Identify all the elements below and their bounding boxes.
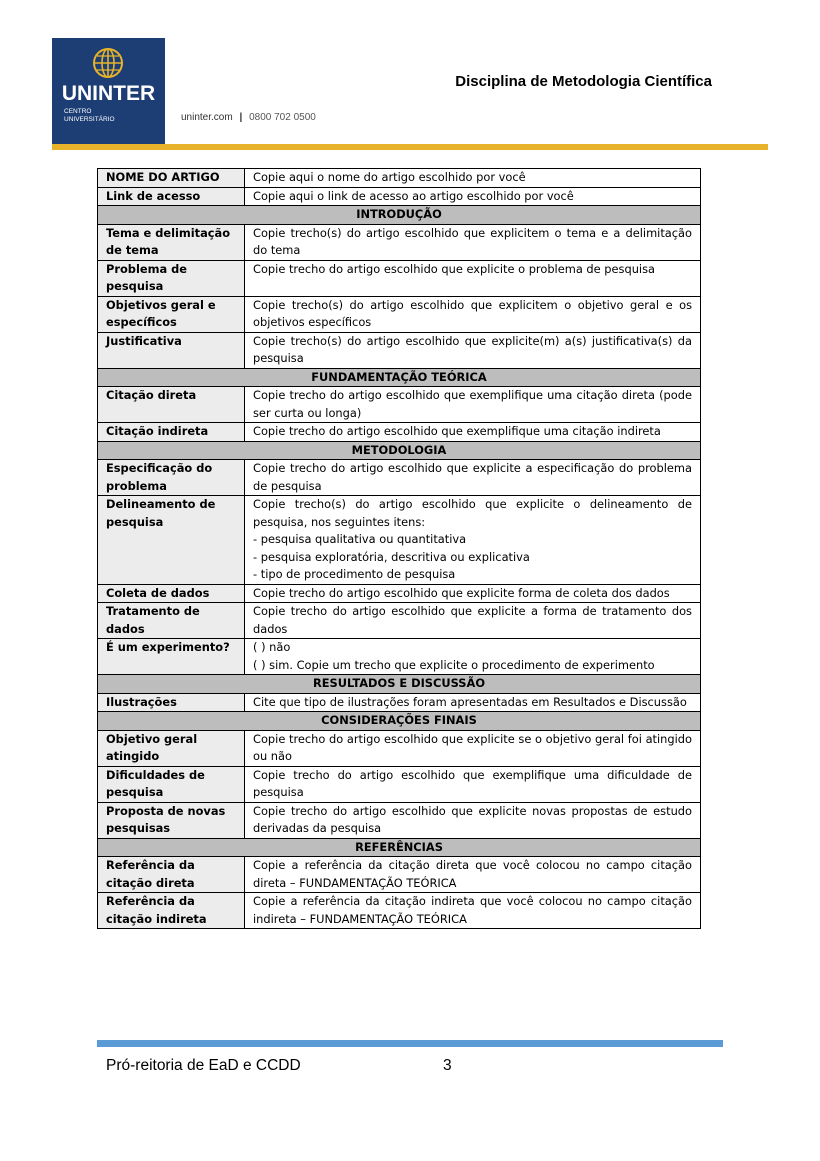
field-value[interactable]	[245, 296, 701, 332]
field-value[interactable]	[245, 332, 701, 368]
field-label: Ilustrações	[98, 693, 245, 712]
field-label: Delineamento de pesquisa	[98, 496, 245, 585]
section-header-row	[98, 441, 701, 460]
footer-text: Pró-reitoria de EaD e CCDD	[106, 1057, 301, 1074]
header-contact	[181, 112, 316, 123]
section-header: METODOLOGIA	[98, 441, 701, 460]
section-header-row	[98, 368, 701, 387]
field-value-text: Copie a referência da citação indireta que você colocou no campo citação indireta – FUNDAMENTAÇÃO TEÓRICA	[253, 894, 692, 926]
field-value[interactable]	[245, 730, 701, 766]
table-row	[98, 730, 701, 766]
table-row	[98, 584, 701, 603]
field-label: Tema e delimitação de tema	[98, 224, 245, 260]
field-value-text: Copie a referência da citação direta que você colocou no campo citação direta – FUNDAMENTAÇÃO TEÓRICA	[253, 858, 692, 890]
table-row	[98, 387, 701, 423]
table-row	[98, 603, 701, 639]
table-row	[98, 639, 701, 675]
field-label: Citação indireta	[98, 423, 245, 442]
field-value[interactable]	[245, 603, 701, 639]
field-value-text: Copie trecho(s) do artigo escolhido que explicitem o tema e a delimitação do tema	[253, 225, 692, 257]
uninter-logo	[52, 38, 165, 144]
table-row	[98, 169, 701, 188]
table-row	[98, 260, 701, 296]
field-value-text: Copie trecho do artigo escolhido que exemplifique uma citação indireta	[253, 424, 661, 438]
table-row	[98, 460, 701, 496]
section-header-row	[98, 838, 701, 857]
globe-icon	[91, 46, 125, 80]
table-row	[98, 857, 701, 893]
field-value[interactable]	[245, 496, 701, 585]
list-item: - pesquisa exploratória, descritiva ou explicativa	[253, 549, 530, 564]
footer-divider	[97, 1040, 723, 1047]
field-value[interactable]	[245, 187, 701, 206]
field-value[interactable]	[245, 893, 701, 929]
checkbox-option[interactable]: ( ) sim. Copie um trecho que explicite o procedimento de experimento	[253, 657, 655, 672]
field-value-text: Cite que tipo de ilustrações foram apresentadas em Resultados e Discussão	[253, 694, 687, 709]
field-label: Objetivos geral e específicos	[98, 296, 245, 332]
field-label: Coleta de dados	[98, 584, 245, 603]
table-row	[98, 332, 701, 368]
logo-subtitle	[64, 108, 115, 123]
site-link[interactable]: uninter.com	[181, 112, 233, 123]
list-item: - pesquisa qualitativa ou quantitativa	[253, 532, 467, 546]
section-header: INTRODUÇÃO	[98, 206, 701, 225]
field-label: Referência da citação indireta	[98, 893, 245, 929]
field-label: Link de acesso	[98, 187, 245, 206]
field-value[interactable]	[245, 224, 701, 260]
table-row	[98, 766, 701, 802]
field-label: Problema de pesquisa	[98, 260, 245, 296]
section-header-row	[98, 206, 701, 225]
section-header-row	[98, 675, 701, 694]
checkbox-option[interactable]: ( ) não	[253, 640, 291, 654]
table-row	[98, 423, 701, 442]
logo-brand-text: UNINTER	[61, 82, 156, 105]
section-header: REFERÊNCIAS	[98, 838, 701, 857]
section-header-row	[98, 712, 701, 731]
field-value[interactable]	[245, 766, 701, 802]
field-value-text: Copie trecho do artigo escolhido que exemplifique uma dificuldade de pesquisa	[253, 767, 692, 799]
header-divider	[52, 144, 768, 150]
discipline-title: Disciplina de Metodologia Científica	[455, 73, 712, 90]
section-header: FUNDAMENTAÇÃO TEÓRICA	[98, 368, 701, 387]
contact-separator: |	[239, 112, 243, 123]
field-value[interactable]	[245, 423, 701, 442]
section-header: CONSIDERAÇÕES FINAIS	[98, 712, 701, 731]
field-label: Justificativa	[98, 332, 245, 368]
field-value-text: Copie trecho do artigo escolhido que explicite se o objetivo geral foi atingido ou não	[253, 731, 692, 763]
table-row	[98, 296, 701, 332]
field-value-text: Copie trecho do artigo escolhido que explicite novas propostas de estudo derivadas da pesquisa	[253, 803, 692, 835]
field-value-text: Copie trecho do artigo escolhido que explicite forma de coleta dos dados	[253, 585, 670, 600]
table-row	[98, 893, 701, 929]
list-item: - tipo de procedimento de pesquisa	[253, 567, 456, 581]
field-value-text: Copie trecho do artigo escolhido que explicite a especificação do problema de pesquisa	[253, 461, 692, 493]
field-label: Referência da citação direta	[98, 857, 245, 893]
field-value[interactable]	[245, 639, 701, 675]
field-label: Especificação do problema	[98, 460, 245, 496]
field-value-text: Copie trecho(s) do artigo escolhido que explicite o delineamento de pesquisa, nos seguintes itens:	[253, 497, 692, 529]
field-value[interactable]	[245, 260, 701, 296]
field-value[interactable]	[245, 460, 701, 496]
table-row	[98, 802, 701, 838]
table-row	[98, 496, 701, 585]
field-value-text: Copie trecho(s) do artigo escolhido que explicitem o objetivo geral e os objetivos específicos	[253, 297, 692, 329]
table-row	[98, 224, 701, 260]
field-value-text: Copie aqui o nome do artigo escolhido por você	[253, 170, 526, 184]
field-value[interactable]	[245, 169, 701, 188]
field-label: Tratamento de dados	[98, 603, 245, 639]
field-value[interactable]	[245, 802, 701, 838]
field-label: É um experimento?	[98, 639, 245, 675]
field-label: Objetivo geral atingido	[98, 730, 245, 766]
logo-sub-line: UNIVERSITÁRIO	[64, 115, 115, 123]
table-row	[98, 693, 701, 712]
field-value-text: Copie trecho do artigo escolhido que exemplifique uma citação direta (pode ser curta ou longa)	[253, 388, 692, 420]
article-form-table	[97, 168, 701, 929]
field-label: Dificuldades de pesquisa	[98, 766, 245, 802]
field-value[interactable]	[245, 387, 701, 423]
field-value-text: Copie trecho do artigo escolhido que explicite o problema de pesquisa	[253, 261, 655, 276]
field-value-text: Copie aqui o link de acesso ao artigo escolhido por você	[253, 188, 574, 203]
logo-sub-line: CENTRO	[64, 108, 92, 115]
section-header: RESULTADOS E DISCUSSÃO	[98, 675, 701, 694]
field-label: NOME DO ARTIGO	[98, 169, 245, 188]
field-value[interactable]	[245, 693, 701, 712]
page-number: 3	[443, 1057, 452, 1074]
field-label: Citação direta	[98, 387, 245, 423]
field-value-text: Copie trecho do artigo escolhido que explicite a forma de tratamento dos dados	[253, 604, 692, 636]
field-value[interactable]	[245, 584, 701, 603]
phone-number: 0800 702 0500	[249, 112, 316, 123]
field-value[interactable]	[245, 857, 701, 893]
field-label: Proposta de novas pesquisas	[98, 802, 245, 838]
table-row	[98, 187, 701, 206]
field-value-text: Copie trecho(s) do artigo escolhido que explicite(m) a(s) justificativa(s) da pesquisa	[253, 333, 692, 365]
